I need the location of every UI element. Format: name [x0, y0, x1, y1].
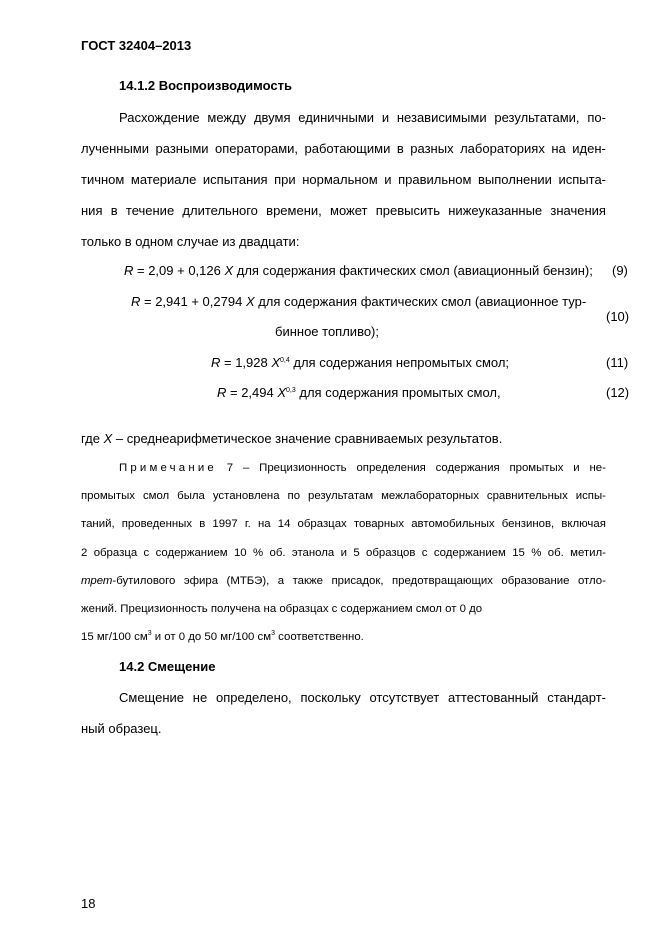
- section-heading-bias: 14.2 Смещение: [119, 659, 216, 674]
- note-line-4: 2 образца с содержанием 10 % об. этанола и 5 образцов с содержанием 15 % об. метил-: [81, 547, 606, 559]
- note-line-5: трет-бутилового эфира (МТБЭ), а также присадок, предотвращающих образование отло-: [81, 575, 606, 587]
- equation-10-line-2: бинное топливо);: [275, 324, 379, 339]
- equation-number-12: (12): [606, 385, 630, 400]
- note-line-1: Примечание 7 – Прецизионность определения содержания промытых и не-: [119, 462, 606, 474]
- note-line-2: промытых смол была установлена по результатам межлабораторных сравнительных испы-: [81, 490, 606, 502]
- paragraph-line-5: только в одном случае из двадцати:: [81, 234, 300, 249]
- equation-number-11: (11): [606, 355, 629, 370]
- equation-number-9: (9): [612, 263, 628, 278]
- section-heading-reproducibility: 14.1.2 Воспроизводимость: [119, 78, 292, 93]
- note-line-7: 15 мг/100 $см^3$ и от 0 до 50 мг/100 $см^3$ соответственно.: [81, 630, 364, 643]
- page-number: 18: [81, 896, 96, 911]
- variable-definition: где X – среднеарифметическое значение сравниваемых результатов.: [81, 431, 503, 446]
- note-line-6: жений. Прецизионность получена на образцах с содержанием смол от 0 до: [81, 603, 483, 615]
- document-code: ГОСТ 32404–2013: [81, 38, 192, 53]
- paragraph-line-1: Расхождение между двумя единичными и независимыми результатами, по-: [119, 110, 606, 125]
- bias-paragraph-line-2: ный образец.: [81, 721, 162, 736]
- equation-10-line-1: R = 2,941 + 0,2794 X для содержания фактических смол (авиационное тур-: [131, 294, 587, 309]
- paragraph-line-2: лученными разными операторами, работающими в разных лабораториях на иден-: [81, 141, 606, 156]
- paragraph-line-3: тичном материале испытания при нормальном и правильном выполнении испыта-: [81, 172, 606, 187]
- equation-11: R = 1,928 X$^{0,4}$ для содержания непромытых смол;: [211, 355, 510, 370]
- paragraph-line-4: ния в течение длительного времени, может превысить нижеуказанные значения: [81, 203, 606, 218]
- bias-paragraph-line-1: Смещение не определено, поскольку отсутствует аттестованный стандарт-: [119, 690, 606, 705]
- equation-9: R = 2,09 + 0,126 X для содержания фактических смол (авиационный бензин);: [124, 263, 593, 278]
- note-label: Примечание: [119, 462, 217, 474]
- equation-number-10: (10): [606, 309, 630, 324]
- equation-12: R = 2,494 X$^{0,3}$ для содержания промытых смол,: [217, 385, 501, 400]
- note-line-3: таний, проведенных в 1997 г. на 14 образцах товарных автомобильных бензинов, включая: [81, 518, 606, 530]
